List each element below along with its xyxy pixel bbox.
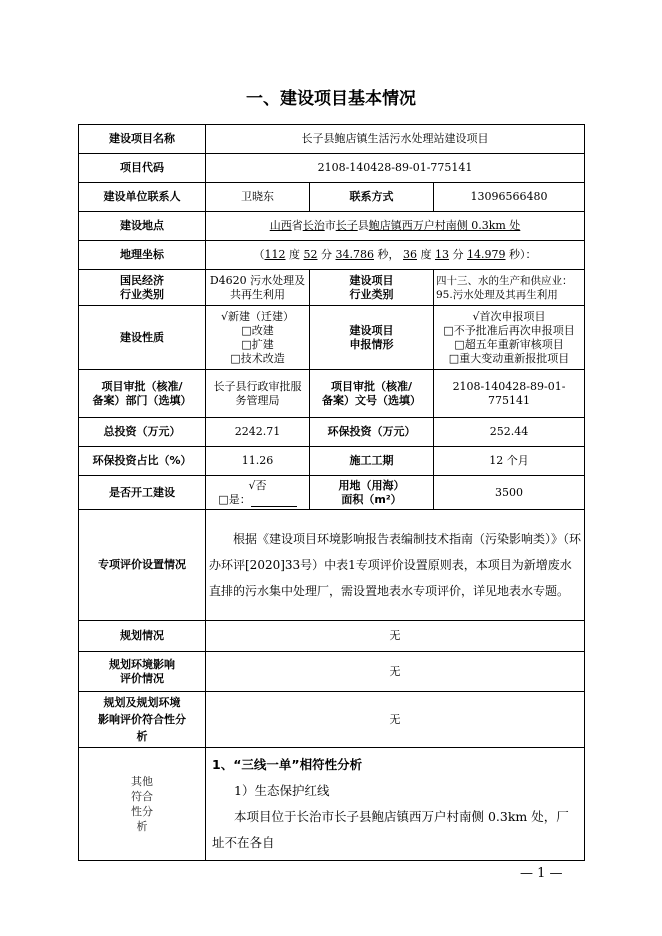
value-industry: D4620 污水处理及 共再生利用 (206, 270, 310, 306)
page-title: 一、建设项目基本情况 (246, 89, 416, 109)
label-coords: 地理坐标 (79, 241, 206, 270)
table-row (79, 748, 585, 861)
value-total-investment: 2242.71 (206, 418, 310, 447)
table-row (79, 241, 585, 270)
checkbox-option[interactable]: □技术改造 (230, 351, 285, 365)
label-filing: 建设项目 申报情形 (310, 306, 434, 370)
blank-line (251, 496, 297, 507)
page-number: — 1 — (520, 866, 563, 881)
province: 山西 (269, 219, 292, 232)
lat-deg: 36 (403, 248, 417, 261)
unit-deg: 度 (420, 248, 432, 261)
unit-min: 分 (452, 248, 464, 261)
city-suffix: 市 (324, 219, 336, 232)
table-row (79, 370, 585, 418)
label-construction-period: 施工工期 (310, 447, 434, 476)
label-contact: 建设单位联系人 (79, 183, 206, 212)
county-suffix: 县 (357, 219, 369, 232)
value-env-investment: 252.44 (434, 418, 585, 447)
label-env-ratio: 环保投资占比（%） (79, 447, 206, 476)
checkbox-option[interactable]: □重大变动重新报批项目 (448, 351, 570, 365)
nature-options (206, 306, 310, 370)
label-other-conformity: 其他 符合 性分 析 (79, 748, 206, 861)
checkbox-option[interactable]: □不予批准后再次申报项目 (443, 323, 575, 337)
lat-min: 13 (435, 248, 449, 261)
value-approval-no: 2108-140428-89-01-775141 (434, 370, 585, 418)
value-planning-env: 无 (206, 652, 585, 692)
other-conformity-content (206, 748, 585, 861)
label-industry: 国民经济 行业类别 (79, 270, 206, 306)
checkbox-option[interactable]: □超五年重新审核项目 (454, 337, 564, 351)
lng-deg: 112 (264, 248, 286, 261)
table-row (79, 418, 585, 447)
checkbox-option[interactable]: √否 (248, 478, 267, 492)
table-row (79, 183, 585, 212)
coords-open: （ (253, 248, 265, 261)
value-planning: 无 (206, 621, 585, 652)
label-project-code: 项目代码 (79, 154, 206, 183)
value-env-ratio: 11.26 (206, 447, 310, 476)
label-total-investment: 总投资（万元） (79, 418, 206, 447)
table-row (79, 306, 585, 370)
body-text: 本项目位于长治市长子县鲍店镇西万户村南侧 0.3km 处，厂址不在各自 (212, 809, 569, 850)
table-row (79, 270, 585, 306)
table-row (79, 621, 585, 652)
label-special-eval: 专项评价设置情况 (79, 510, 206, 621)
label-project-industry: 建设项目 行业类别 (310, 270, 434, 306)
value-project-name: 长子县鲍店镇生活污水处理站建设项目 (206, 125, 585, 154)
table-row (79, 510, 585, 621)
label-nature: 建设性质 (79, 306, 206, 370)
city: 长治 (302, 219, 325, 232)
table-row (79, 652, 585, 692)
unit-min: 分 (321, 248, 332, 261)
section-heading: 1、“三线一单”相符性分析 (212, 757, 363, 772)
label-approval-no: 项目审批（核准/ 备案）文号（选填） (310, 370, 434, 418)
unit-deg: 度 (289, 248, 300, 261)
started-options (206, 476, 310, 510)
checkbox-option[interactable]: □改建 (241, 323, 274, 337)
checkbox-option[interactable]: √新建（迁建） (220, 309, 294, 323)
value-project-code: 2108-140428-89-01-775141 (206, 154, 585, 183)
checkbox-option[interactable]: □扩建 (241, 337, 274, 351)
table-row (79, 447, 585, 476)
unit-sec: 秒）： (509, 248, 537, 261)
lat-sec: 14.979 (467, 248, 506, 261)
table-row (79, 154, 585, 183)
label-started: 是否开工建设 (79, 476, 206, 510)
unit-sec: 秒， (377, 248, 400, 261)
value-phone: 13096566480 (434, 183, 585, 212)
value-location (206, 212, 585, 241)
table-row (79, 125, 585, 154)
label-phone: 联系方式 (310, 183, 434, 212)
table-row (79, 212, 585, 241)
value-coords (206, 241, 585, 270)
label-planning-conformity: 规划及规划环境 影响评价符合性分 析 (79, 692, 206, 748)
table-row (79, 692, 585, 748)
label-planning-env: 规划环境影响 评价情况 (79, 652, 206, 692)
value-project-industry: 四十三、水的生产和供应业： 95.污水处理及其再生利用 (434, 270, 585, 306)
county: 长子 (335, 219, 358, 232)
label-project-name: 建设项目名称 (79, 125, 206, 154)
lng-min: 52 (303, 248, 318, 261)
label-land-area: 用地（用海） 面积（m²） (310, 476, 434, 510)
value-land-area: 3500 (434, 476, 585, 510)
subsection-heading: 1）生态保护红线 (234, 783, 330, 798)
value-approval-dept: 长子县行政审批服 务管理局 (206, 370, 310, 418)
label-env-investment: 环保投资（万元） (310, 418, 434, 447)
filing-options (434, 306, 585, 370)
value-construction-period: 12 个月 (434, 447, 585, 476)
special-eval-text: 根据《建设项目环境影响报告表编制技术指南（污染影响类）》（环办环评[2020]33号）中表1专项评价设置原则表，本项目为新增废水直排的污水集中处理厂，需设置地表水专项评价，详见地表水专题。 (206, 510, 585, 621)
province-suffix: 省 (291, 219, 303, 232)
town-detail: 鲍店镇西万户村南侧 0.3km 处 (368, 219, 521, 232)
label-planning: 规划情况 (79, 621, 206, 652)
basic-info-table (78, 124, 585, 861)
label-approval-dept: 项目审批（核准/ 备案）部门（选填） (79, 370, 206, 418)
value-planning-conformity: 无 (206, 692, 585, 748)
checkbox-option[interactable]: √首次申报项目 (472, 309, 546, 323)
table-row (79, 476, 585, 510)
label-location: 建设地点 (79, 212, 206, 241)
checkbox-option[interactable]: □是： (208, 493, 307, 507)
value-contact: 卫晓东 (206, 183, 310, 212)
lng-sec: 34.786 (335, 248, 374, 261)
